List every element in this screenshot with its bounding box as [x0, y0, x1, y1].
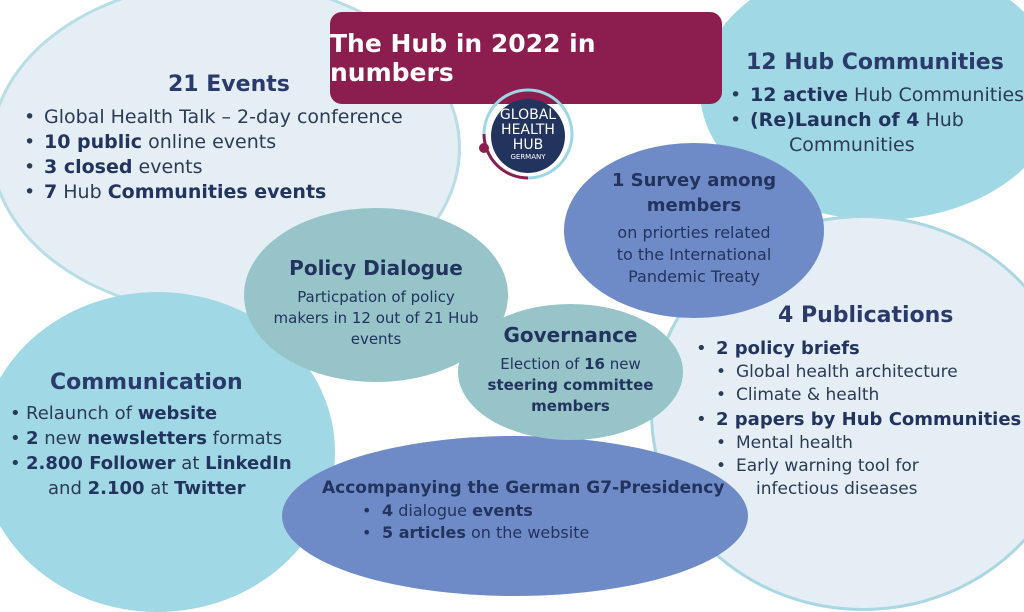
list-item: • 2 new newsletters formats — [6, 426, 316, 451]
communities-section — [726, 50, 1024, 158]
publications-section — [692, 303, 1022, 501]
communities-heading: 12 Hub Communities — [746, 50, 1004, 75]
policy-line-3: events — [350, 330, 402, 348]
survey-line-3: Pandemic Treaty — [628, 267, 760, 286]
survey-line-1: on priorties related — [617, 223, 771, 242]
list-item: • (Re)Launch of 4 Hub — [726, 108, 1024, 133]
policy-heading: Policy Dialogue — [289, 256, 463, 280]
governance-heading: Governance — [503, 323, 638, 347]
survey-heading-2: members — [646, 195, 742, 216]
governance-line-3: members — [531, 397, 610, 415]
list-item: • 7 Hub Communities events — [20, 180, 440, 205]
list-item: • 2 policy briefs — [692, 336, 1022, 361]
list-item: • Relaunch of website — [6, 401, 316, 426]
g7-section — [322, 476, 742, 544]
logo-line1: GLOBAL — [499, 107, 557, 123]
events-section — [20, 72, 440, 205]
communication-heading: Communication — [50, 370, 243, 395]
survey-heading-1: 1 Survey among — [611, 170, 777, 191]
g7-heading: Accompanying the German G7-Presidency — [322, 478, 725, 498]
list-item: • 2 papers by Hub Communities — [692, 407, 1022, 432]
list-item: • 10 public online events — [20, 130, 440, 155]
list-item: • 2.800 Follower at LinkedIn — [6, 451, 316, 476]
policy-section — [250, 255, 502, 350]
global-health-hub-logo — [470, 86, 580, 186]
list-item: • Global Health Talk – 2-day conference — [20, 105, 440, 130]
policy-line-1: Particpation of policy — [297, 288, 455, 306]
list-item: • 5 articles on the website — [358, 522, 742, 544]
list-item: • Early warning tool for — [692, 455, 1022, 478]
logo-line4: GERMANY — [510, 153, 546, 161]
governance-section — [468, 322, 673, 417]
list-item: • Mental health — [692, 432, 1022, 455]
governance-line-2: steering committee — [487, 376, 654, 394]
logo-line3: HUB — [512, 137, 544, 153]
survey-line-2: to the International — [616, 245, 772, 264]
publications-line: infectious diseases — [756, 479, 918, 499]
events-heading: 21 Events — [168, 72, 290, 97]
survey-section — [574, 168, 814, 288]
title-text: The Hub in 2022 in numbers — [330, 29, 596, 87]
communities-line2: Communities — [789, 134, 915, 156]
publications-heading: 4 Publications — [778, 303, 954, 328]
communication-section — [6, 370, 316, 501]
list-item: • 3 closed events — [20, 155, 440, 180]
list-item: • 12 active Hub Communities — [726, 83, 1024, 108]
list-item: • 4 dialogue events — [358, 500, 742, 522]
list-item: • Climate & health — [692, 384, 1022, 407]
policy-line-2: makers in 12 out of 21 Hub — [273, 309, 479, 327]
communication-line: and 2.100 at Twitter — [48, 478, 246, 499]
list-item: • Global health architecture — [692, 361, 1022, 384]
logo-line2: HEALTH — [501, 122, 555, 138]
governance-line-1: Election of 16 new — [500, 355, 641, 373]
